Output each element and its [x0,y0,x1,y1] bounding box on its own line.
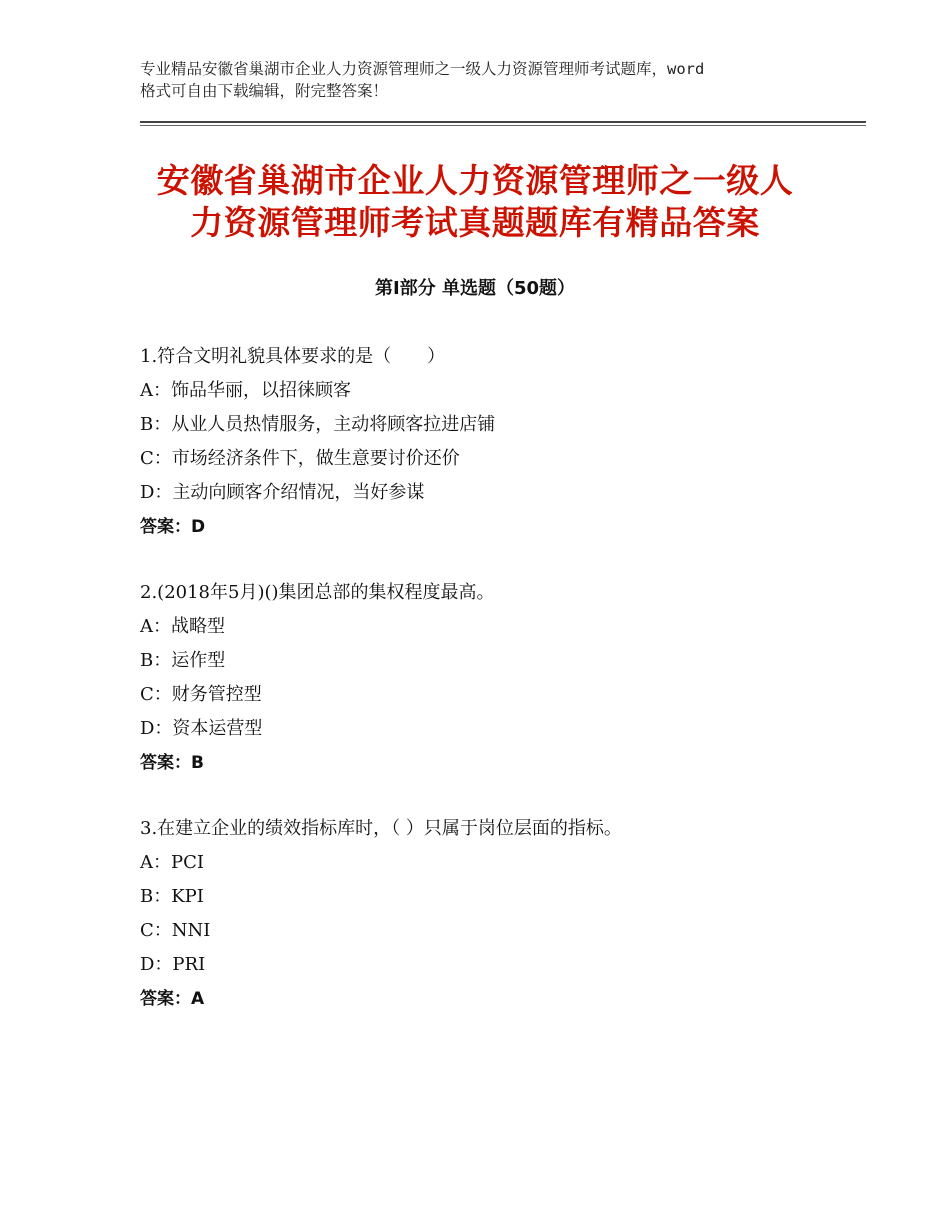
option-d: D：主动向顾客介绍情况，当好参谋 [140,482,425,503]
document-title [120,160,830,244]
option-b: B：从业人员热情服务，主动将顾客拉进店铺 [140,414,496,435]
option-c: C：财务管控型 [140,684,262,705]
header-divider [140,121,866,123]
answer-line: 答案：B [140,753,204,773]
option-a: A：PCI [140,852,204,873]
option-d: D：PRI [140,954,206,975]
section-heading: 第Ⅰ部分 单选题（50题） [374,278,575,299]
option-b: B：KPI [140,886,204,907]
answer-line: 答案：D [140,517,206,537]
answer-line: 答案：A [140,989,205,1009]
question-stem: 3.在建立企业的绩效指标库时，（ ）只属于岗位层面的指标。 [140,818,622,839]
option-d: D：资本运营型 [140,718,263,739]
question-item [140,340,840,544]
document-title-line-2: 力资源管理师考试真题题库有精品答案 [190,203,760,242]
header-note-line-2: 格式可自由下载编辑，附完整答案！ [140,82,389,100]
question-stem: 1.符合文明礼貌具体要求的是（ ） [140,346,446,367]
question-stem: 2.(2018年5月)()集团总部的集权程度最高。 [140,582,495,603]
header-note [140,58,830,102]
option-c: C：市场经济条件下，做生意要讨价还价 [140,448,460,469]
option-b: B：运作型 [140,650,226,671]
option-a: A：战略型 [140,616,225,637]
option-a: A：饰品华丽，以招徕顾客 [140,380,351,401]
question-item [140,812,840,1016]
question-item [140,576,840,780]
header-note-line-1: 专业精品安徽省巢湖市企业人力资源管理师之一级人力资源管理师考试题库，word [140,60,705,78]
header-divider-thin [140,125,866,126]
option-c: C：NNI [140,920,211,941]
question-list [140,340,840,1048]
document-title-line-1: 安徽省巢湖市企业人力资源管理师之一级人 [156,161,794,200]
